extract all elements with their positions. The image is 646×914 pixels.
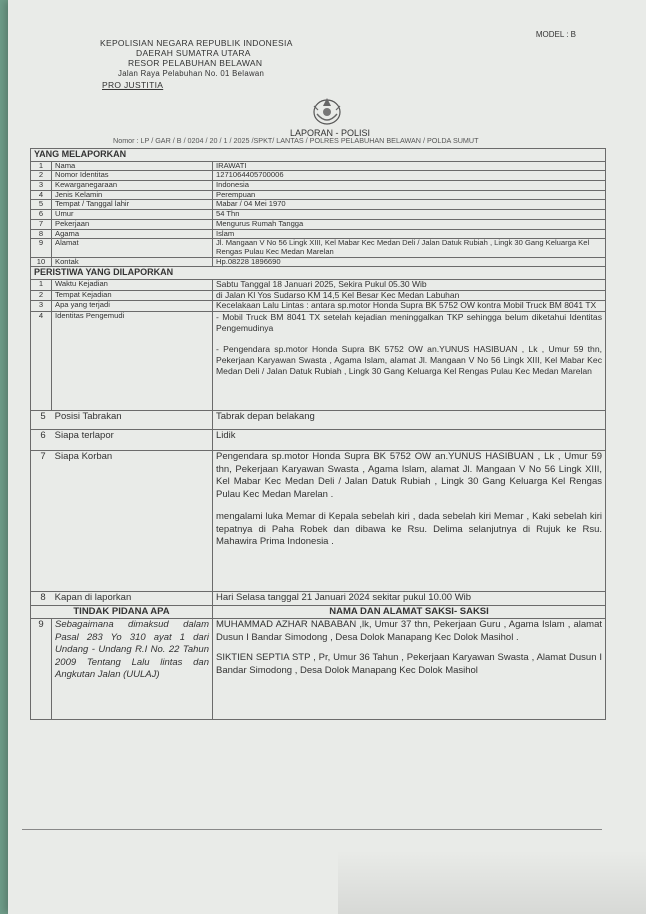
field-label: Tempat Kejadian <box>52 290 213 301</box>
field-label: Identitas Pengemudi <box>52 312 213 411</box>
row-number: 5 <box>40 411 46 423</box>
table-row <box>31 592 606 606</box>
row-number: 1 <box>31 279 52 290</box>
row-number: 3 <box>31 180 52 190</box>
field-label: Umur <box>52 210 213 220</box>
field-label: Waktu Kejadian <box>52 279 213 290</box>
report-number: Nomor : LP / GAR / B / 0204 / 20 / 1 / 2025 /SPKT/ LANTAS / POLRES PELABUHAN BELAWAN / POLDA SUMUT <box>113 136 479 145</box>
row-number: 7 <box>31 219 52 229</box>
field-value: Tabrak depan belakang <box>213 411 606 430</box>
table-row <box>31 290 606 301</box>
section-peristiwa: PERISTIWA YANG DILAPORKAN <box>31 267 606 280</box>
row-number: 4 <box>31 312 52 411</box>
field-value: Mabar / 04 Mei 1970 <box>213 200 606 210</box>
row-number: 5 <box>31 200 52 210</box>
row-number: 9 <box>31 619 52 720</box>
field-value: Hp.08228 1896690 <box>213 257 606 267</box>
resort-name: RESOR PELABUHAN BELAWAN <box>128 58 263 68</box>
report-table <box>30 148 606 720</box>
table-row <box>31 301 606 312</box>
section-saksi: NAMA DAN ALAMAT SAKSI- SAKSI <box>213 605 606 619</box>
shadow-overlay <box>338 850 646 914</box>
victim-identity: Pengendara sp.motor Honda Supra BK 5752 OW an.YUNUS HASIBUAN , Lk , Umur 59 thn, Pekerjaan Karyawan Swasta , Agama Islam, alamat Jl. Mangaan V No 56 Lingk XIII, Kel Mabar Kec Medan Deli / Jalan Datuk Rubiah , Lingk 30 Gang Keluarga Kel Rengas Pulau Kec Medan Marelan . <box>216 451 602 500</box>
row-number: 4 <box>31 190 52 200</box>
row-number: 6 <box>40 430 46 442</box>
row-number: 7 <box>40 451 46 463</box>
table-row <box>31 239 606 257</box>
row-number: 1 <box>31 161 52 171</box>
section-pelapor: YANG MELAPORKAN <box>31 149 606 162</box>
field-label: Siapa terlapor <box>54 430 114 442</box>
field-value: 54 Thn <box>213 210 606 220</box>
table-row <box>31 430 606 451</box>
field-value: Indonesia <box>213 180 606 190</box>
field-value: IRAWATI <box>213 161 606 171</box>
section-header <box>31 605 606 619</box>
table-row <box>31 219 606 229</box>
field-label: Jenis Kelamin <box>52 190 213 200</box>
field-value: Jl. Mangaan V No 56 Lingk XIII, Kel Mabar Kec Medan Deli / Jalan Datuk Rubiah , Lingk 30 Gang Keluarga Kel Rengas Pulau Kec Medan Marelan <box>213 239 606 257</box>
field-label: Kewarganegaraan <box>52 180 213 190</box>
row-number: 2 <box>31 171 52 181</box>
field-value: Sabtu Tanggal 18 Januari 2025, Sekira Pukul 05.30 Wib <box>213 279 606 290</box>
field-label: Kontak <box>52 257 213 267</box>
field-label: Kapan di laporkan <box>54 592 132 604</box>
section-tindak-pidana: TINDAK PIDANA APA <box>31 605 213 619</box>
field-label: Nomor Identitas <box>52 171 213 181</box>
agency-address: Jalan Raya Pelabuhan No. 01 Belawan <box>118 69 265 78</box>
row-number: 3 <box>31 301 52 312</box>
table-row <box>31 200 606 210</box>
field-label: Nama <box>52 161 213 171</box>
field-value: Mengurus Rumah Tangga <box>213 219 606 229</box>
police-report-document <box>8 0 646 914</box>
model-label: MODEL : B <box>535 30 576 39</box>
field-value: Perempuan <box>213 190 606 200</box>
table-row <box>31 257 606 267</box>
field-value: 1271064405700006 <box>213 171 606 181</box>
police-crest-emblem <box>308 92 346 128</box>
field-label: Pekerjaan <box>52 219 213 229</box>
row-number: 9 <box>31 239 52 257</box>
table-row <box>31 210 606 220</box>
field-label: Apa yang terjadi <box>52 301 213 312</box>
witness-2: SIKTIEN SEPTIA STP , Pr, Umur 36 Tahun , Pekerjaan Karyawan Swasta , Alamat Dusun I Bandar Simodong , Desa Dolok Manapang Kec Dolok Masihol <box>216 652 602 676</box>
section-header <box>31 267 606 280</box>
field-value: Lidik <box>213 430 606 451</box>
table-row <box>31 161 606 171</box>
driver-identity-truck: - Mobil Truck BM 8041 TX setelah kejadian meninggalkan TKP sehingga belum diketahui Identitas Pengemudinya <box>216 312 602 334</box>
row-number: 6 <box>31 210 52 220</box>
table-row <box>31 619 606 720</box>
row-number: 10 <box>31 257 52 267</box>
witness-1: MUHAMMAD AZHAR NABABAN ,lk, Umur 37 thn, Pekerjaan Guru , Agama Islam , alamat Dusun I Bandar Simodong , Desa Dolok Manapang Kec Dolok Masihol . <box>216 619 602 643</box>
field-value: Kecelakaan Lalu Lintas : antara sp.motor Honda Supra BK 5752 OW kontra Mobil Truck BM 8041 TX <box>213 301 606 312</box>
pro-justitia: PRO JUSTITIA <box>102 80 164 90</box>
region-name: DAERAH SUMATRA UTARA <box>136 48 251 58</box>
field-label: Tempat / Tanggal lahir <box>52 200 213 210</box>
section-header <box>31 149 606 162</box>
field-label: Alamat <box>52 239 213 257</box>
field-value: di Jalan Kl Yos Sudarso KM 14,5 Kel Besar Kec Medan Labuhan <box>213 290 606 301</box>
row-number: 8 <box>40 592 46 604</box>
field-label: Siapa Korban <box>54 451 113 463</box>
legal-article: Sebagaimana dimaksud dalam Pasal 283 Yo 310 ayat 1 dari Undang - Undang R.I No. 22 Tahun 2009 Tentang Lalu lintas dan Angkutan Jalan (UULAJ) <box>52 619 213 720</box>
row-number: 8 <box>31 229 52 239</box>
field-value: Hari Selasa tanggal 21 Januari 2024 sekitar pukul 10.00 Wib <box>213 592 606 606</box>
table-row <box>31 312 606 411</box>
report-title: LAPORAN - POLISI <box>290 128 371 138</box>
table-row <box>31 411 606 430</box>
victim-injuries: mengalami luka Memar di Kepala sebelah kiri , dada sebelah kiri Memar , Kaki sebelah kiri tepatnya di Paha Robek dan dibawa ke Rsu. Delima selanjutnya di Rujuk ke Rsu. Mahawira Prima Indonesia . <box>216 511 602 548</box>
table-row <box>31 171 606 181</box>
table-row <box>31 451 606 592</box>
page-divider <box>22 829 602 830</box>
field-label: Agama <box>52 229 213 239</box>
agency-name: KEPOLISIAN NEGARA REPUBLIK INDONESIA <box>100 38 293 48</box>
row-number: 2 <box>31 290 52 301</box>
table-row <box>31 279 606 290</box>
field-value: Islam <box>213 229 606 239</box>
driver-identity-motor: - Pengendara sp.motor Honda Supra BK 5752 OW an.YUNUS HASIBUAN , Lk , Umur 59 thn, Pekerjaan Karyawan Swasta , Agama Islam, alamat Jl. Mangaan V No 56 Lingk XIII, Kel Mabar Kec Medan Deli / Jalan Datuk Rubiah , Lingk 30 Gang Keluarga Kel Rengas Pulau Kec Medan Marelan <box>216 343 602 376</box>
field-label: Posisi Tabrakan <box>54 411 122 423</box>
table-row <box>31 180 606 190</box>
